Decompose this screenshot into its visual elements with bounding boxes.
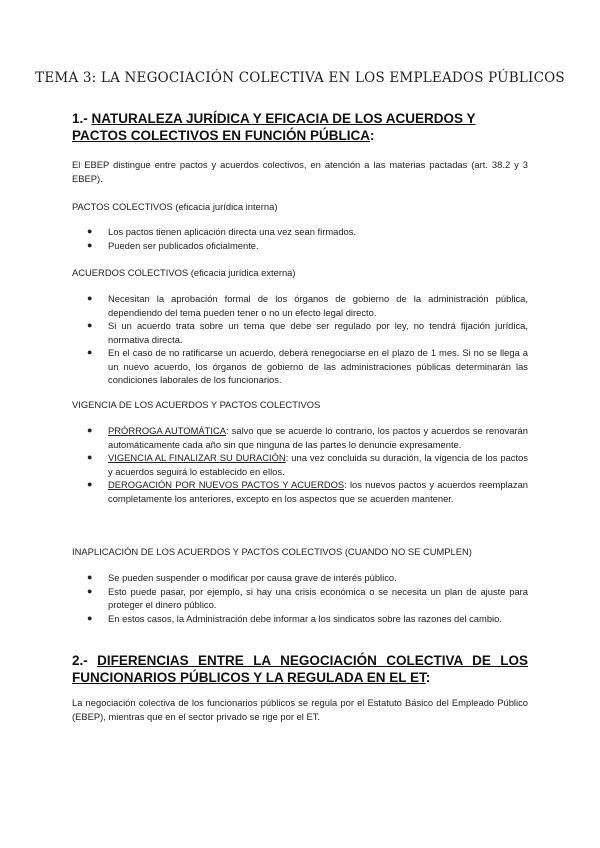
section-1-number: 1.-: [72, 111, 92, 126]
vigencia-list: [72, 424, 528, 505]
vigencia-title: VIGENCIA DE LOS ACUERDOS Y PACTOS COLECTIVOS: [72, 399, 321, 410]
acuerdos-block: [72, 266, 528, 387]
bullet-icon: ●: [87, 572, 93, 582]
list-item: [87, 451, 528, 478]
list-item-text: : los nuevos pactos y acuerdos reemplazan completamente los anteriores, excepto en los aspectos que se acuerden mantener.: [108, 479, 528, 504]
section-1-colon: :: [370, 128, 375, 143]
acuerdos-list: [72, 292, 528, 387]
bullet-icon: ●: [87, 347, 93, 357]
pactos-list: [72, 225, 528, 252]
list-item: [87, 612, 528, 626]
list-item-text: Se pueden suspender o modificar por causa grave de interés público.: [108, 572, 397, 583]
vigencia-term: PRÓRROGA AUTOMÁTICA: [108, 425, 227, 436]
bullet-icon: ●: [87, 612, 93, 623]
section-1: [72, 110, 528, 144]
list-item-text: Pueden ser publicados oficialmente.: [108, 239, 259, 251]
vigencia-term: DEROGACIÓN POR NUEVOS PACTOS Y ACUERDOS: [108, 479, 345, 490]
section-2-colon: :: [425, 670, 431, 685]
list-item: [87, 424, 528, 451]
list-item-text: En el caso de no ratificarse un acuerdo, deberá renegociarse en el plazo de 1 mes. Si no se llega a un nuevo acuerdo, los órganos de gobierno de las administraciones públicas determinarán las condiciones laborales de los funcionarios.: [108, 347, 528, 385]
list-item: [87, 478, 528, 505]
section-2: [72, 652, 528, 686]
list-item: [87, 292, 528, 319]
section-2-intro: La negociación colectiva de los funcionarios públicos se regula por el Estatuto Básico del Empleado Público (EBEP), mientras que en el sector privado se rige por el ET.: [72, 697, 528, 722]
list-item: [87, 319, 528, 346]
list-item-text: Si un acuerdo trata sobre un tema que debe ser regulado por ley, no tendrá fijación jurídica, normativa directa.: [108, 320, 528, 345]
list-item: [87, 585, 528, 612]
list-item: [87, 225, 528, 239]
pactos-title: PACTOS COLECTIVOS (eficacia jurídica interna): [72, 201, 278, 212]
inaplicacion-list: [72, 571, 528, 625]
section-1-heading: [72, 110, 528, 144]
vigencia-block: [72, 398, 528, 505]
bullet-icon: ●: [87, 479, 93, 489]
list-item-text: Los pactos tienen aplicación directa una vez sean firmados.: [108, 226, 357, 237]
section-1-intro-block: [72, 158, 528, 186]
section-2-intro-block: [72, 696, 528, 724]
acuerdos-title: ACUERDOS COLECTIVOS (eficacia jurídica externa): [72, 267, 296, 278]
bullet-icon: ●: [87, 452, 93, 462]
bullet-icon: ●: [87, 239, 93, 250]
pactos-block: [72, 200, 528, 252]
bullet-icon: ●: [87, 425, 93, 435]
vigencia-term: VIGENCIA AL FINALIZAR SU DURACIÓN: [108, 452, 286, 463]
list-item-text: Esto puede pasar, por ejemplo, si hay una crisis económica o se necesita un plan de ajuste para proteger el dinero público.: [108, 585, 528, 610]
section-2-number: 2.-: [72, 653, 98, 668]
bullet-icon: ●: [87, 320, 93, 330]
list-item: [87, 571, 528, 585]
section-1-title: NATURALEZA JURÍDICA Y EFICACIA DE LOS ACUERDOS Y PACTOS COLECTIVOS EN FUNCIÓN PÚBLICA: [72, 111, 476, 143]
list-item-text: : una vez concluida su duración, la vigencia de los pactos y acuerdos seguirá lo establecido en ellos.: [108, 452, 528, 477]
list-item: [87, 346, 528, 387]
inaplicacion-block: [72, 545, 528, 625]
list-item-text: : salvo que se acuerde lo contrario, los pactos y acuerdos se renovarán automáticamente cada año sin que ninguna de las partes lo denuncie expresamente.: [108, 425, 528, 450]
bullet-icon: ●: [87, 293, 93, 303]
section-1-intro: El EBEP distingue entre pactos y acuerdos colectivos, en atención a las materias pactadas (art. 38.2 y 3 EBEP).: [72, 159, 528, 184]
section-2-title: DIFERENCIAS ENTRE LA NEGOCIACIÓN COLECTIVA DE LOS FUNCIONARIOS PÚBLICOS Y LA REGULADA EN EL ET: [72, 653, 528, 685]
section-2-heading: [72, 652, 528, 686]
list-item-text: Necesitan la aprobación formal de los órganos de gobierno de la administración pública, dependiendo del tema pueden tener o no un efecto legal directo.: [108, 293, 528, 318]
bullet-icon: ●: [87, 226, 93, 236]
list-item: [87, 239, 528, 253]
inaplicacion-title: INAPLICACIÓN DE LOS ACUERDOS Y PACTOS COLECTIVOS (CUANDO NO SE CUMPLEN): [72, 546, 472, 557]
list-item-text: En estos casos, la Administración debe informar a los sindicatos sobre las razones del cambio.: [108, 612, 502, 624]
document-title: TEMA 3: LA NEGOCIACIÓN COLECTIVA EN LOS EMPLEADOS PÚBLICOS: [35, 70, 565, 86]
bullet-icon: ●: [87, 585, 93, 596]
